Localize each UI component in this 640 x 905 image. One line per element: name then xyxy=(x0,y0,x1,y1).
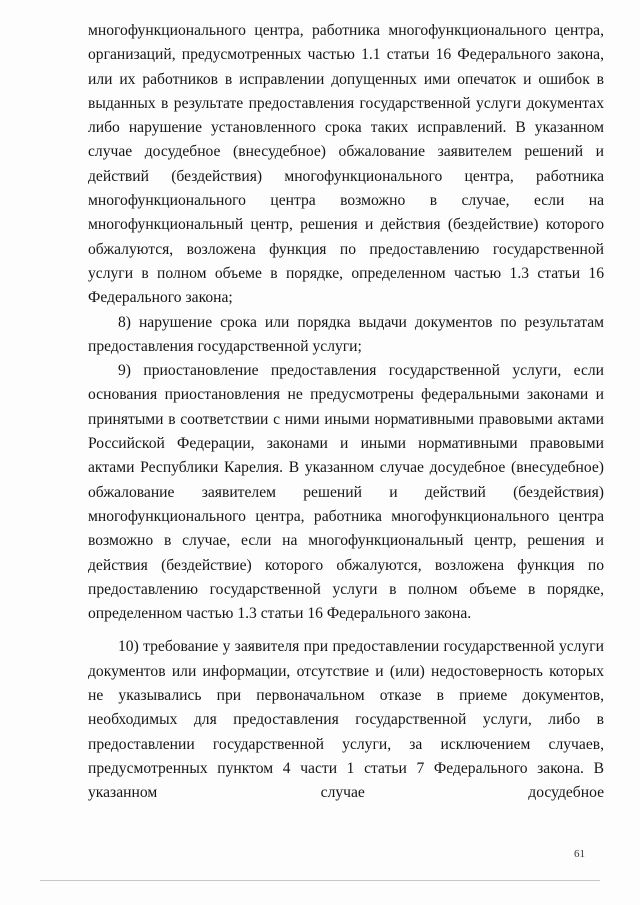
paragraph-item-9: 9) приостановление предоставления государственной услуги, если основания приостановления не предусмотрены федеральными законами и принятыми в соответствии с ними иными нормативными правовыми актами Российской Федерации, законами и иными нормативными правовыми актами Республики Карелия. В указанном случае досудебное (внесудебное) обжалование заявителем решений и действий (бездействия) многофункционального центра, работника многофункционального центра возможно в случае, если на многофункциональный центр, решения и действия (бездействие) которого обжалуются, возложена функция по предоставлению государственной услуги в полном объеме в порядке, определенном частью 1.3 статьи 16 Федерального закона. xyxy=(88,362,604,623)
paragraph-item-8: 8) нарушение срока или порядка выдачи документов по результатам предоставления государственной услуги; xyxy=(88,313,604,355)
paragraph-continuation: многофункционального центра, работника многофункционального центра, организаций, предусмотренных частью 1.1 статьи 16 Федерального закона, или их работников в исправлении допущенных ими опечаток и ошибок в выданных в результате предоставления государственной услуги документах либо нарушение установленного срока таких исправлений. В указанном случае досудебное (внесудебное) обжалование заявителем решений и действий (бездействия) многофункционального центра, работника многофункционального центра возможно в случае, если на многофункциональный центр, решения и действия (бездействие) которого обжалуются, возложена функция по предоставлению государственной услуги в полном объеме в порядке, определенном частью 1.3 статьи 16 Федерального закона; xyxy=(88,22,604,307)
page-bottom-edge xyxy=(40,880,600,881)
page-number: 61 xyxy=(574,848,585,860)
document-body xyxy=(88,19,604,806)
paragraph-item-10: 10) требование у заявителя при предоставлении государственной услуги документов или информации, отсутствие и (или) недостоверность которых не указывались при первоначальном отказе в приеме документов, необходимых для предоставления государственной услуги, либо в предоставлении государственной услуги, за исключением случаев, предусмотренных пунктом 4 части 1 статьи 7 Федерального закона. В указанном случае досудебное xyxy=(88,638,604,802)
